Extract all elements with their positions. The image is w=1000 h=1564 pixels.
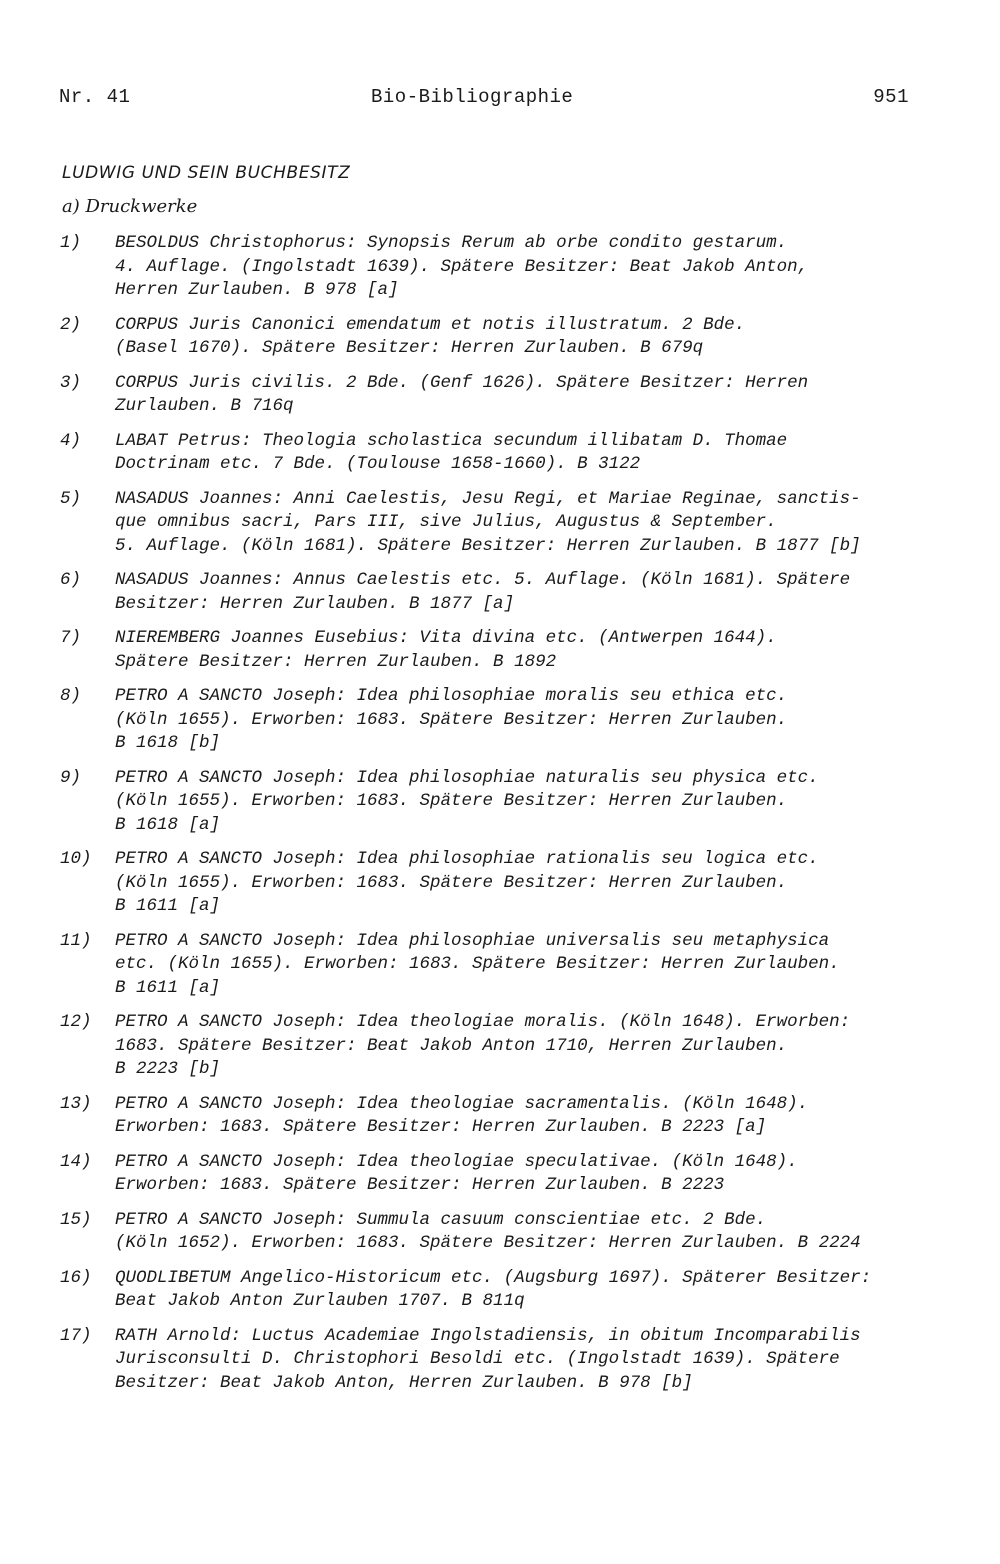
list-item [60, 1267, 940, 1314]
item-text: PETRO A SANCTO Joseph: Idea philosophiae universalis seu metaphysica etc. (Köln 1655). Erworben: 1683. Spätere Besitzer: Herren Zurlauben. B 1611 [a] [115, 930, 840, 998]
item-number: 16) [60, 1267, 92, 1288]
item-number: 6) [60, 570, 82, 590]
item-text: PETRO A SANCTO Joseph: Idea philosophiae naturalis seu physica etc. (Köln 1655). Erworben: 1683. Spätere Besitzer: Herren Zurlauben. B 1618 [a] [115, 767, 819, 835]
item-number: 4) [60, 430, 82, 451]
item-text: PETRO A SANCTO Joseph: Idea theologiae moralis. (Köln 1648). Erworben: 1683. Spätere Besitzer: Beat Jakob Anton 1710, Herren Zurlauben. B 2223 [b] [115, 1012, 851, 1079]
item-text: PETRO A SANCTO Joseph: Idea theologiae sacramentalis. (Köln 1648). Erworben: 1683. Spätere Besitzer: Herren Zurlauben. B 2223 [a] [115, 1093, 809, 1137]
item-number: 3) [60, 372, 82, 393]
item-text: CORPUS Juris civilis. 2 Bde. (Genf 1626). Spätere Besitzer: Herren Zurlauben. B 716q [115, 372, 809, 416]
item-text: QUODLIBETUM Angelico-Historicum etc. (Augsburg 1697). Späterer Besitzer: Beat Jakob Anton Zurlauben 1707. B 811q [115, 1267, 872, 1311]
item-number: 11) [60, 930, 92, 951]
entry-number: Nr. 41 [59, 86, 131, 108]
item-text: LABAT Petrus: Theologia scholastica secundum illibatam D. Thomae Doctrinam etc. 7 Bde. (Toulouse 1658-1660). B 3122 [115, 430, 788, 474]
list-item [60, 930, 940, 1001]
item-text: PETRO A SANCTO Joseph: Idea philosophiae rationalis seu logica etc. (Köln 1655). Erworben: 1683. Spätere Besitzer: Herren Zurlauben. B 1611 [a] [115, 849, 819, 916]
item-text: PETRO A SANCTO Joseph: Idea theologiae speculativae. (Köln 1648). Erworben: 1683. Spätere Besitzer: Herren Zurlauben. B 2223 [115, 1151, 798, 1195]
list-item [60, 1151, 940, 1198]
item-number: 5) [60, 488, 82, 509]
item-text: RATH Arnold: Luctus Academiae Ingolstadiensis, in obitum Incomparabilis Jurisconsulti D. Christophori Besoldi etc. (Ingolstadt 1639). Spätere Besitzer: Beat Jakob Anton, Herren Zurlauben. B 978 [b] [115, 1325, 861, 1393]
item-text: BESOLDUS Christophorus: Synopsis Rerum ab orbe condito gestarum. 4. Auflage. (Ingolstadt 1639). Spätere Besitzer: Beat Jakob Anton, Herren Zurlauben. B 978 [a] [115, 233, 809, 300]
list-item [60, 685, 940, 756]
list-item [60, 767, 940, 838]
subsection-title: a) Druckwerke [62, 196, 198, 217]
item-text: PETRO A SANCTO Joseph: Summula casuum conscientiae etc. 2 Bde. (Köln 1652). Erworben: 1683. Spätere Besitzer: Herren Zurlauben. B 2224 [115, 1209, 861, 1253]
item-text: PETRO A SANCTO Joseph: Idea philosophiae moralis seu ethica etc. (Köln 1655). Erworben: 1683. Spätere Besitzer: Herren Zurlauben. B 1618 [b] [115, 686, 788, 753]
item-number: 13) [60, 1093, 92, 1114]
list-item [60, 314, 940, 361]
list-item [60, 1093, 940, 1140]
item-number: 1) [60, 233, 82, 253]
list-item [60, 848, 940, 919]
page-header [59, 86, 909, 114]
list-item [60, 430, 940, 477]
item-number: 9) [60, 767, 82, 788]
item-number: 12) [60, 1012, 92, 1032]
item-text: NASADUS Joannes: Annus Caelestis etc. 5. Auflage. (Köln 1681). Spätere Besitzer: Herren Zurlauben. B 1877 [a] [115, 570, 851, 614]
item-number: 14) [60, 1151, 92, 1172]
item-number: 2) [60, 314, 82, 335]
running-title: Bio-Bibliographie [371, 86, 574, 108]
item-number: 15) [60, 1209, 92, 1230]
list-item [60, 488, 940, 559]
list-item [60, 232, 940, 303]
item-number: 8) [60, 686, 82, 706]
item-number: 17) [60, 1325, 92, 1346]
item-text: NIEREMBERG Joannes Eusebius: Vita divina etc. (Antwerpen 1644). Spätere Besitzer: Herren Zurlauben. B 1892 [115, 628, 777, 672]
list-item [60, 372, 940, 419]
section-title: LUDWIG UND SEIN BUCHBESITZ [62, 163, 351, 183]
item-number: 7) [60, 628, 82, 648]
item-text: CORPUS Juris Canonici emendatum et notis illustratum. 2 Bde. (Basel 1670). Spätere Besitzer: Herren Zurlauben. B 679q [115, 314, 746, 358]
item-number: 10) [60, 849, 92, 869]
list-item [60, 1325, 940, 1396]
list-item [60, 569, 940, 616]
list-item [60, 627, 940, 674]
bibliography-list [60, 232, 940, 1406]
list-item [60, 1011, 940, 1082]
page-number: 951 [873, 86, 909, 108]
list-item [60, 1209, 940, 1256]
item-text: NASADUS Joannes: Anni Caelestis, Jesu Regi, et Mariae Reginae, sanctis- que omnibus sacri, Pars III, sive Julius, Augustus & September. 5. Auflage. (Köln 1681). Spätere Besitzer: Herren Zurlauben. B 1877 [b] [115, 488, 861, 556]
